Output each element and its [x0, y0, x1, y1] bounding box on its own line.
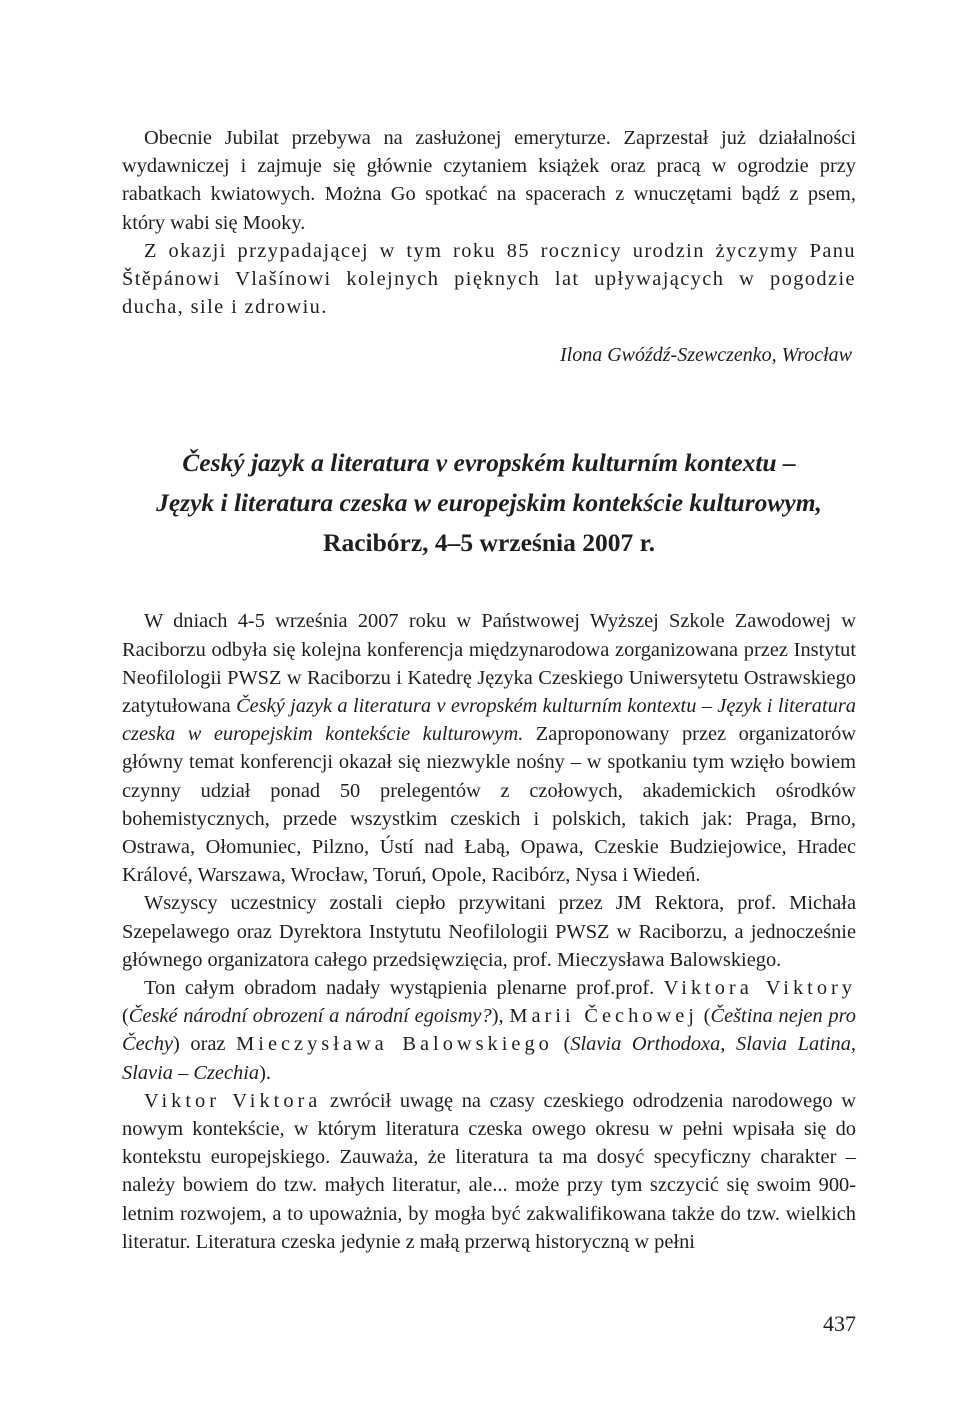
lecture-title: Slavia Orthodoxa, Slavia Latina, Slavia – Czechia: [122, 1033, 857, 1084]
title-line-polish: Język i literatura czeska w europejskim kontekście kulturowym,: [156, 488, 822, 518]
text-run: (: [122, 1005, 129, 1028]
text-run: (: [697, 1005, 711, 1028]
text-run: ) oraz: [172, 1033, 237, 1056]
lecture-title: České národní obrození a národní egoismy?: [128, 1005, 492, 1028]
text-run: Zaproponowany przez organizatorów główny temat konferencji okazał się niezwykle nośny – w spotkaniu tym wzięło bowiem czynny udział ponad 50 prelegentów z czołowych, akademickich ośrodków bohemistycznych, przede wszystkim czeskich i polskich, takich jak: Praga, Brno, Ostrawa, Ołomuniec, Pilzno, Ústí nad Łabą, Opawa, Czeskie Budziejowice, Hradec Králové, Warszawa, Wrocław, Toruń, Opole, Racibórz, Nysa i Wiedeń.: [122, 723, 856, 887]
speaker-name: Viktora Viktory: [663, 977, 856, 1000]
speaker-name: Mieczysława Balowskiego: [236, 1033, 553, 1056]
article-body: [122, 607, 856, 1256]
title-line-czech: Český jazyk a literatura v evropském kulturním kontextu –: [182, 448, 796, 478]
article-paragraph-4: [122, 1087, 856, 1256]
intro-paragraph-1: Obecnie Jubilat przebywa na zasłużonej emeryturze. Zaprzestał już działalności wydawniczej i zajmuje się głównie czytaniem książek oraz pracą w ogrodzie przy rabatkach kwiatowych. Można Go spotkać na spacerach z wnuczętami bądź z psem, który wabi się Mooky.: [122, 127, 856, 234]
article-title: [122, 443, 856, 563]
text-run: ),: [491, 1005, 510, 1028]
signature: Ilona Gwóźdź-Szewczenko, Wrocław: [559, 344, 852, 367]
text-run: (: [552, 1033, 571, 1056]
text-run: W dniach 4-5 września 2007 roku w Państwowej Wyższej Szkole Zawodowej w Raciborzu odbyła się kolejna konferencja międzynarodowa zorganizowana przez Instytut Neofilologii PWSZ w Raciborzu i Katedrę Języka Czeskiego Uniwersytetu Ostrawskiego zatytułowana: [122, 610, 856, 718]
text-run: Ton całym obradom nadały wystąpienia plenarne prof.prof.: [144, 977, 664, 1000]
page-number: 437: [823, 1311, 856, 1336]
intro-paragraph-2: Z okazji przypadającej w tym roku 85 rocznicy urodzin życzymy Panu Štěpánowi Vlašínowi kolejnych pięknych lat upływających w pogodzie ducha, sile i zdrowiu.: [122, 239, 856, 319]
speaker-name: Marii Čechowej: [509, 1005, 698, 1028]
text-run: ).: [259, 1061, 271, 1084]
article-paragraph-1: [122, 607, 856, 889]
article-paragraph-3: [122, 974, 856, 1087]
lecture-title: Čeština nejen pro Čechy: [122, 1005, 856, 1056]
title-line-place-date: Racibórz, 4–5 września 2007 r.: [323, 528, 655, 558]
speaker-name: Viktor Viktora: [144, 1089, 322, 1112]
conference-title-italic: Český jazyk a literatura v evropském kulturním kontextu – Język i literatura czeska w europejskim kontekście kulturowym.: [122, 695, 856, 746]
text-run: zwrócił uwagę na czasy czeskiego odrodzenia narodowego w nowym kontekście, w którym literatura czeska owego okresu w pełni wpisała się do kontekstu europejskiego. Zauważa, że literatura ta ma dosyć specyficzny charakter – należy bowiem do tzw. małych literatur, ale... może przy tym szczycić się swoim 900-letnim rozwojem, a to upoważnia, by mogła być zakwalifikowana także do tzw. wielkich literatur. Literatura czeska jedynie z małą przerwą historyczną w pełni: [122, 1089, 856, 1253]
article-paragraph-2: Wszyscy uczestnicy zostali ciepło przywitani przez JM Rektora, prof. Michała Szepelawego oraz Dyrektora Instytutu Neofilologii PWSZ w Raciborzu, a jednocześnie głównego organizatora całego przedsięwzięcia, prof. Mieczysława Balowskiego.: [122, 892, 856, 971]
